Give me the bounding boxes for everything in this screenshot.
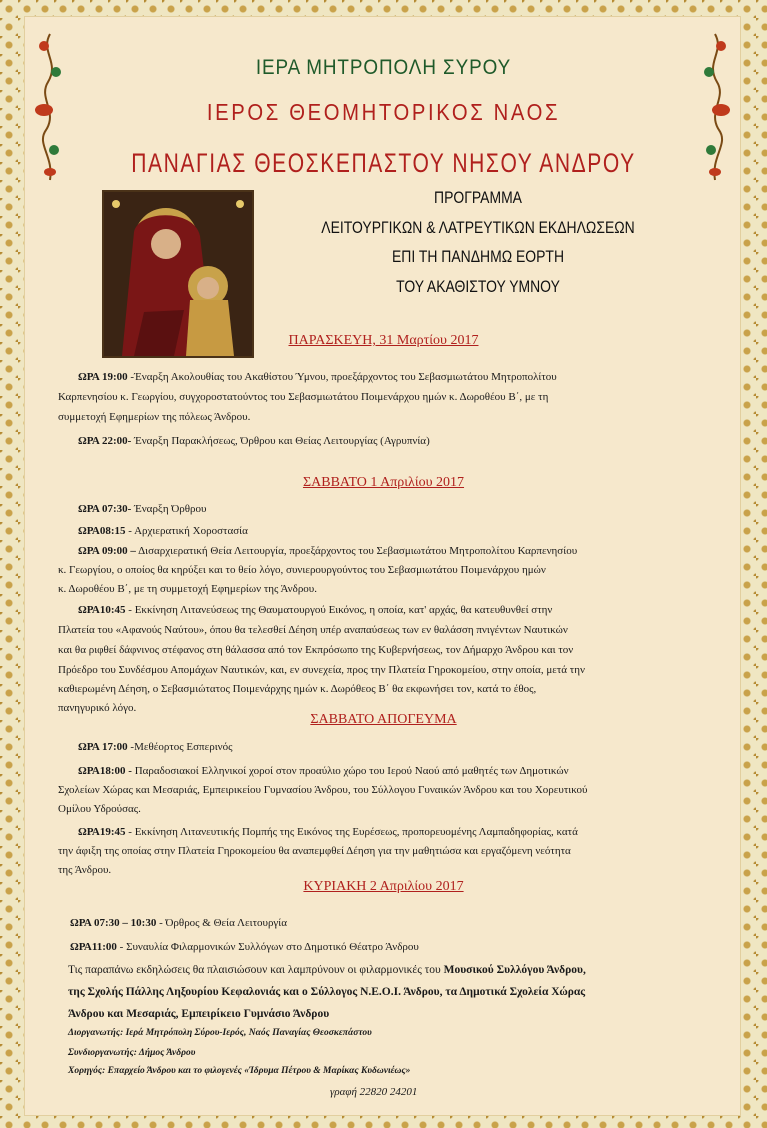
metropolis-title: ΙΕΡΑ ΜΗΤΡΟΠΟΛΗ ΣΥΡΟΥ — [255, 56, 512, 79]
schedule-line: συμμετοχή Εφημερίων της πόλεως Άνδρου. — [58, 411, 251, 423]
schedule-line: κ. Γεωργίου, ο οποίος θα κηρύξει και το θείο λόγο, συνιερουργούντος του Σεβασμιωτάτου Ποιμενάρχου ημών — [58, 564, 546, 576]
schedule-line: ΩΡΑ10:45 - Εκκίνηση Λιτανεύσεως της Θαυματουργού Εικόνος, η οποία, κατ' αρχάς, θα κατευθυνθεί στην — [78, 604, 553, 616]
signature: γραφή 22820 24201 — [330, 1086, 418, 1098]
schedule-line: ΩΡΑ 22:00- Έναρξη Παρακλήσεως, Όρθρου και Θείας Λειτουργίας (Αγρυπνία) — [78, 435, 430, 447]
schedule-line: της Άνδρου. — [58, 864, 112, 876]
schedule-line: ΩΡΑ18:00 - Παραδοσιακοί Ελληνικοί χοροί στον προαύλιο χώρο του Ιερού Ναού από μαθητές των Δημοτικών — [78, 765, 569, 777]
organizer-line: Διοργανωτής: Ιερά Μητρόπολη Σύρου-Ιερός, Ναός Παναγίας Θεοσκεπάστου — [68, 1028, 372, 1038]
program-subheading: ΤΟΥ ΑΚΑΘΙΣΤΟΥ ΥΜΝΟΥ — [396, 277, 560, 296]
sunday-title: ΚΥΡΙΑΚΗ 2 Απριλίου 2017 — [303, 879, 464, 894]
schedule-line: την άφιξη της οποίας στην Πλατεία Γηροκομείου θα αναπεμφθεί Δέηση για την μαθητιώσα και εργαζόμενη νεότητα — [58, 845, 571, 857]
schedule-line: Σχολείων Χώρας και Μεσαριάς, Εμπειρικείου Γυμνασίου Άνδρου, του Σύλλογου Γυναικών Άνδρου και του Χορευτικού — [58, 784, 588, 796]
saturday-evening-title: ΣΑΒΒΑΤΟ ΑΠΟΓΕΥΜΑ — [310, 712, 457, 727]
schedule-line: Καρπενησίου κ. Γεωργίου, συγχοροστατούντος του Σεβασμιωτάτου Ποιμενάρχου ημών κ. Δωροθέου Β΄, με τη — [58, 391, 549, 403]
schedule-line: ΩΡΑ 07:30- Έναρξη Όρθρου — [78, 503, 207, 515]
schedule-line: ΩΡΑ 17:00 -Μεθέορτος Εσπερινός — [78, 741, 233, 753]
schedule-line: Πρόεδρο του Συνδέσμου Απομάχων Ναυτικών, και, εν συνεχεία, προς την Πλατεία Γηροκομείου, στην οποία, μετά την — [58, 664, 585, 676]
schedule-note: της Σχολής Πάλλης Ληξουρίου Κεφαλονιάς και ο Σύλλογος Ν.Ε.Ο.Ι. Άνδρου, τα Δημοτικά Σχολεία Χώρας — [68, 986, 586, 998]
schedule-line: Ομίλου Υδρούσας. — [58, 803, 141, 815]
schedule-line: Πλατεία του «Αφανούς Ναύτου», όπου θα τελεσθεί Δέηση υπέρ αναπαύσεως των εν θαλάσση πνιγέντων Ναυτικών — [58, 624, 568, 636]
schedule-line: ΩΡΑ 09:00 – Δισαρχιερατική Θεία Λειτουργία, προεξάρχοντος του Σεβασμιωτάτου Μητροπολίτου Καρπενησίου — [78, 545, 578, 557]
schedule-line: ΩΡΑ 19:00 -Έναρξη Ακολουθίας του Ακαθίστου Ύμνου, προεξάρχοντος του Σεβασμιωτάτου Μητροπολίτου — [78, 371, 557, 383]
church-title: ΙΕΡΟΣ ΘΕΟΜΗΤΟΡΙΚΟΣ ΝΑΟΣ — [206, 99, 561, 125]
schedule-line: καθιερωμένη Δέηση, ο Σεβασμιώτατος Ποιμενάρχης ημών κ. Δωρόθεος Β΄ θα εκφωνήσει τον, κατά το έθος, — [58, 683, 537, 695]
sponsor-line: Χορηγός: Επαρχείο Άνδρου και το φιλογενές «Ίδρυμα Πέτρου & Μαρίκας Κυδωνιέως» — [68, 1066, 411, 1076]
schedule-line: ΩΡΑ 07:30 – 10:30 - Όρθρος & Θεία Λειτουργία — [70, 917, 288, 929]
schedule-line: πανηγυρικό λόγο. — [58, 702, 137, 714]
panagia-title: ΠΑΝΑΓΙΑΣ ΘΕΟΣΚΕΠΑΣΤΟΥ ΝΗΣΟΥ ΑΝΔΡΟΥ — [131, 148, 636, 178]
schedule-note: Άνδρου και Μεσαριάς, Εμπειρίκειο Γυμνάσιο Άνδρου — [68, 1008, 330, 1020]
schedule-line: ΩΡΑ11:00 - Συναυλία Φιλαρμονικών Συλλόγων στο Δημοτικό Θέατρο Άνδρου — [70, 941, 419, 953]
program-subheading: ΛΕΙΤΟΥΡΓΙΚΩΝ & ΛΑΤΡΕΥΤΙΚΩΝ ΕΚΔΗΛΩΣΕΩΝ — [321, 218, 635, 237]
schedule-note: Τις παραπάνω εκδηλώσεις θα πλαισιώσουν και λαμπρύνουν οι φιλαρμονικές του Μουσικού Συλλόγου Άνδρου, — [68, 964, 586, 976]
schedule-line: ΩΡΑ19:45 - Εκκίνηση Λιτανευτικής Πομπής της Εικόνος της Ευρέσεως, προπορευομένης Λαμπαδηφορίας, κατά — [78, 826, 578, 838]
program-subheading: ΕΠΙ ΤΗ ΠΑΝΔΗΜΩ ΕΟΡΤΗ — [391, 247, 565, 266]
co-organizer-line: Συνδιοργανωτής: Δήμος Άνδρου — [68, 1048, 196, 1058]
saturday-title: ΣΑΒΒΑΤΟ 1 Απριλίου 2017 — [302, 475, 465, 490]
schedule-line: ΩΡΑ08:15 - Αρχιερατική Χοροστασία — [78, 525, 248, 537]
friday-title: ΠΑΡΑΣΚΕΥΗ, 31 Μαρτίου 2017 — [288, 333, 479, 348]
virgin-and-child-icon — [104, 192, 252, 356]
schedule-line: και θα ριφθεί δάφνινος στέφανος στη θάλασσα από τον Εκπρόσωπο της Κυβερνήσεως, τον Δήμαρχο Άνδρου και τον — [58, 644, 574, 656]
program-heading: ΠΡΟΓΡΑΜΜΑ — [434, 188, 522, 207]
schedule-line: κ. Δωροθέου Β΄, με τη συμμετοχή Εφημερίων της Άνδρου. — [58, 583, 317, 595]
